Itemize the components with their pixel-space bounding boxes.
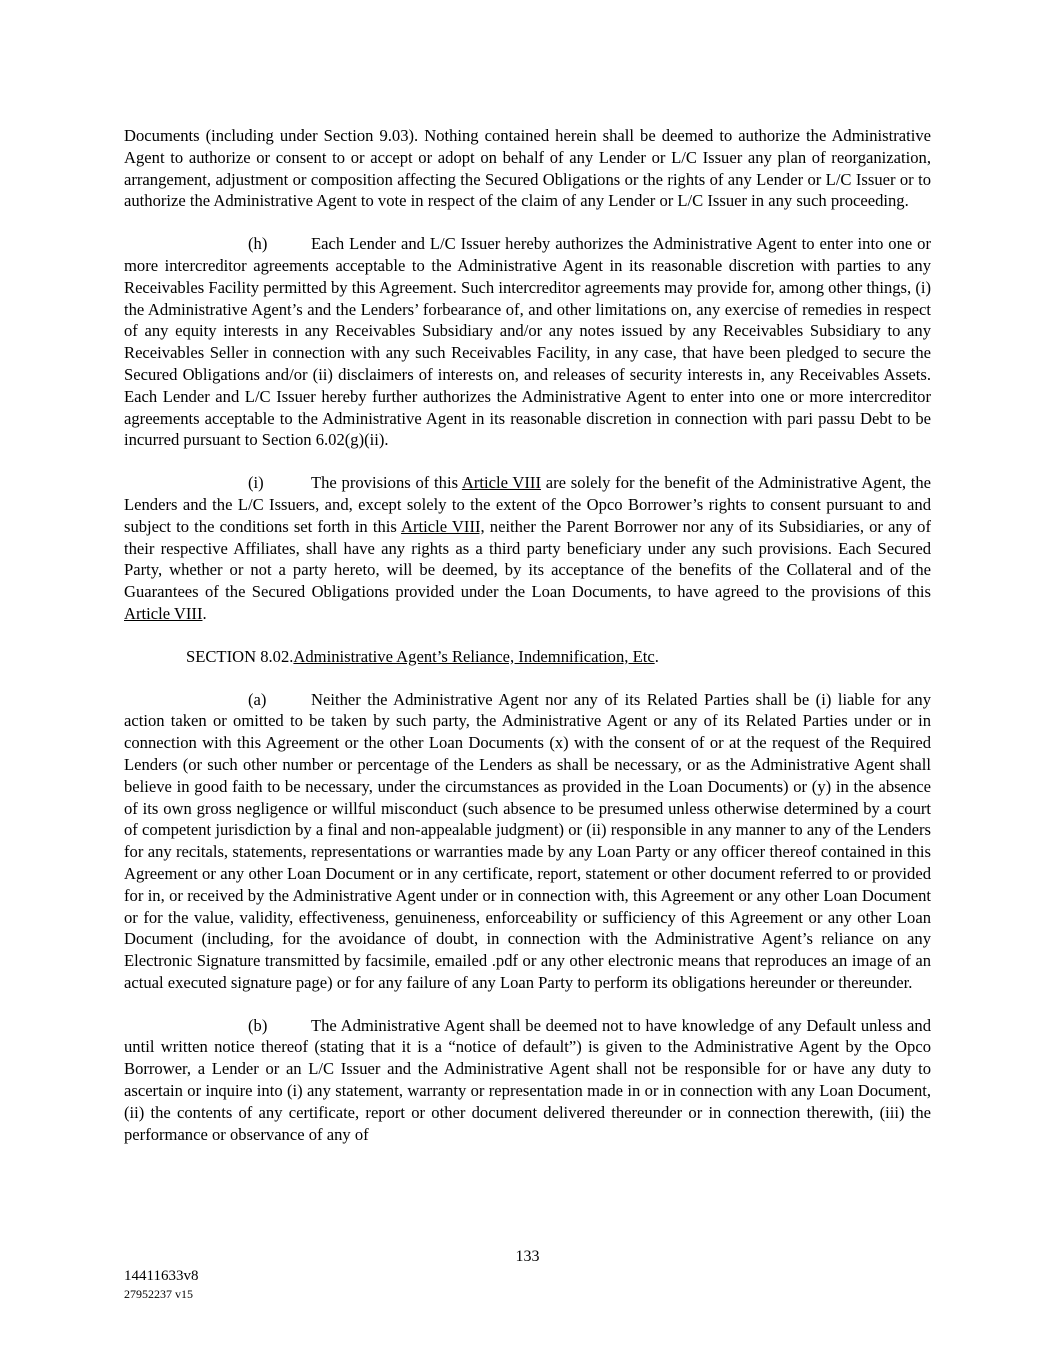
paragraph-h-text: Each Lender and L/C Issuer hereby authorizes the Administrative Agent to enter into one or more intercreditor agreements acceptable to the Administrative Agent in its reasonable discretion with parties to any Receivables Facility permitted by this Agreement. Such intercreditor agreements may provide for, among other things, (i) the Administrative Agent’s and the Lenders’ forbearance of, and other limitations on, any exercise of remedies in respect of any equity interests in any Receivables Subsidiary and/or any notes issued by any Receivables Subsidiary to any Receivables Seller in connection with any such Receivables Facility, in any case, that have been pledged to secure the Secured Obligations and/or (ii) disclaimers of interests on, and releases of security interests in, any Receivables Assets. Each Lender and L/C Issuer hereby further authorizes the Administrative Agent to enter into one or more intercreditor agreements acceptable to the Administrative Agent in its reasonable discretion in connection with pari passu Debt to be incurred pursuant to Section 6.02(g)(ii).	[124, 234, 931, 450]
paragraph-i-label: (i)	[248, 473, 264, 493]
article-viii-reference: Article VIII	[124, 603, 203, 623]
section-heading: SECTION 8.02.Administrative Agent’s Reliance, Indemnification, Etc.	[186, 646, 659, 666]
body-text	[124, 125, 931, 1166]
document-id-primary: 14411633v8	[124, 1268, 199, 1284]
paragraph-b-label: (b)	[248, 1015, 268, 1035]
paragraph-continuation: Documents (including under Section 9.03). Nothing contained herein shall be deemed to authorize the Administrative Agent to authorize or consent to or accept or adopt on behalf of any Lender or L/C Issuer any plan of reorganization, arrangement, adjustment or composition affecting the Secured Obligations or the rights of any Lender or L/C Issuer or to authorize the Administrative Agent to vote in respect of the claim of any Lender or L/C Issuer in any such proceeding.	[124, 126, 931, 211]
paragraph-a	[124, 689, 931, 994]
paragraph-b-text: The Administrative Agent shall be deemed not to have knowledge of any Default unless and until written notice thereof (stating that it is a “notice of default”) is given to the Administrative Agent by the Opco Borrower, a Lender or an L/C Issuer and the Administrative Agent shall not be responsible for or have any duty to ascertain or inquire into (i) any statement, warranty or representation made in or in connection with any Loan Document, (ii) the contents of any certificate, report or other document delivered thereunder or in connection therewith, (iii) the performance or observance of any of	[124, 1015, 931, 1144]
section-title: Administrative Agent’s Reliance, Indemnification, Etc	[293, 646, 655, 666]
paragraph-b	[124, 1015, 931, 1146]
article-viii-reference: Article VIII	[461, 473, 541, 493]
paragraph-i: (i) The provisions of this Article VIII are solely for the benefit of the Administrative Agent, the Lenders and the L/C Issuers, and, except solely to the extent of the Opco Borrower’s rights to consent pursuant to and subject to the conditions set forth in this Article VIII, neither the Parent Borrower nor any of its Subsidiaries, or any of their respective Affiliates, shall have any rights as a third party beneficiary under any such provisions. Each Secured Party, whether or not a party hereto, will be deemed, by its acceptance of the benefits of the Collateral and of the Guarantees of the Secured Obligations provided under the Loan Documents, to have agreed to the provisions of this Article VIII.	[124, 473, 932, 623]
paragraph-a-text: Neither the Administrative Agent nor any of its Related Parties shall be (i) liable for any action taken or omitted to be taken by such party, the Administrative Agent or any of its Related Parties under or in connection with this Agreement or the other Loan Documents (x) with the consent of or at the request of the Required Lenders (or such other number or percentage of the Lenders as shall be necessary, or as the Administrative Agent shall believe in good faith to be necessary, under the circumstances as provided in the Loan Documents) or (y) in the absence of its own gross negligence or willful misconduct (such absence to be presumed unless otherwise determined by a court of competent jurisdiction by a final and non-appealable judgment) or (ii) responsible in any manner to any of the Lenders for any recitals, statements, representations or warranties made by any Loan Party or any officer thereof contained in this Agreement or any other Loan Document or in any certificate, report, statement or other document referred to or provided for in, or received by the Administrative Agent under or in connection with, this Agreement or any other Loan Document or for the value, validity, effectiveness, genuineness, enforceability or sufficiency of this Agreement or any other Loan Document (including, for the avoidance of doubt, in connection with the Administrative Agent’s reliance on any Electronic Signature transmitted by facsimile, emailed .pdf or any other electronic means that reproduces an image of an actual executed signature page) or for any failure of any Loan Party to perform its obligations hereunder or thereunder.	[124, 689, 931, 992]
paragraph-h	[124, 233, 931, 451]
article-viii-reference: Article VIII,	[401, 516, 485, 536]
paragraph-a-label: (a)	[248, 689, 267, 709]
section-number: SECTION 8.02.	[186, 646, 294, 666]
page-number: 133	[515, 1248, 540, 1265]
document-id-secondary: 27952237 v15	[124, 1287, 193, 1301]
paragraph-h-label: (h)	[248, 234, 268, 254]
